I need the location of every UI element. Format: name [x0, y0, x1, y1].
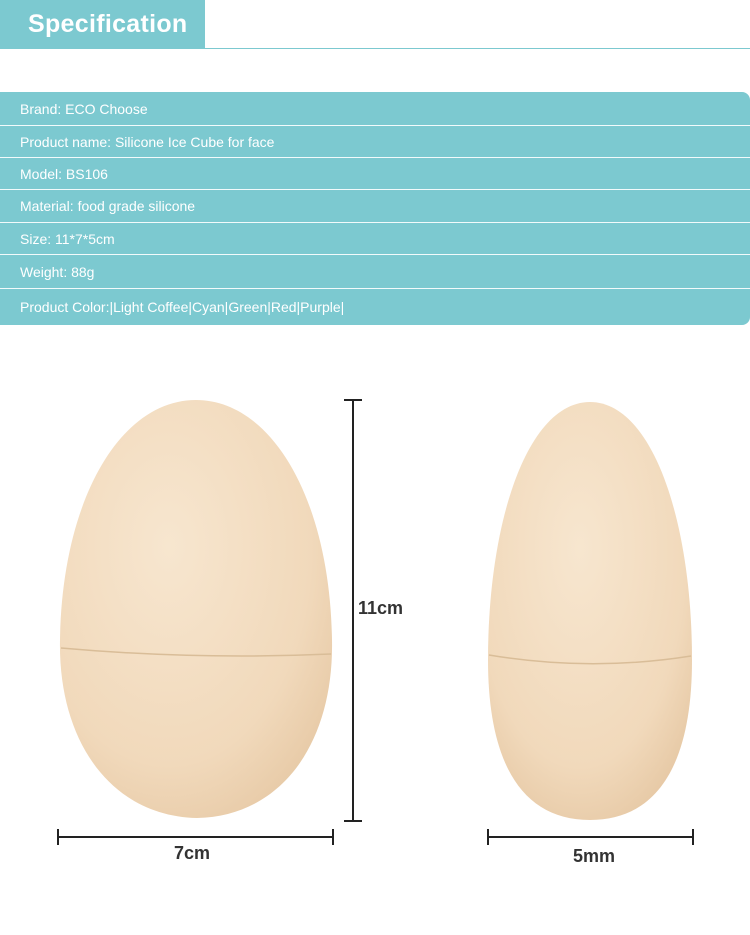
- spec-row-product-name: Product name: Silicone Ice Cube for face: [20, 133, 275, 150]
- depth-measure-line: [488, 829, 693, 845]
- header-divider: [205, 48, 750, 49]
- height-dimension-label: 11cm: [358, 598, 404, 618]
- spec-row-model: Model: BS106: [20, 165, 108, 182]
- egg-front-view: [60, 400, 332, 818]
- product-dimension-illustration: [0, 340, 750, 935]
- spec-title: Specification: [28, 10, 188, 38]
- spec-row-weight: Weight: 88g: [20, 263, 95, 280]
- spec-row-size: Size: 11*7*5cm: [20, 230, 115, 247]
- width-dimension-label: 7cm: [174, 843, 211, 863]
- spec-row-material: Material: food grade silicone: [20, 198, 196, 214]
- spec-row-brand: Brand: ECO Choose: [20, 100, 148, 117]
- egg-side-view: [488, 402, 692, 820]
- depth-dimension-label: 5mm: [573, 846, 616, 866]
- spec-table: [0, 92, 750, 325]
- spec-header-tab: [0, 0, 205, 49]
- product-svg: [0, 340, 750, 935]
- spec-row-color: Product Color:|Light Coffee|Cyan|Green|Red|Purple|: [20, 299, 345, 315]
